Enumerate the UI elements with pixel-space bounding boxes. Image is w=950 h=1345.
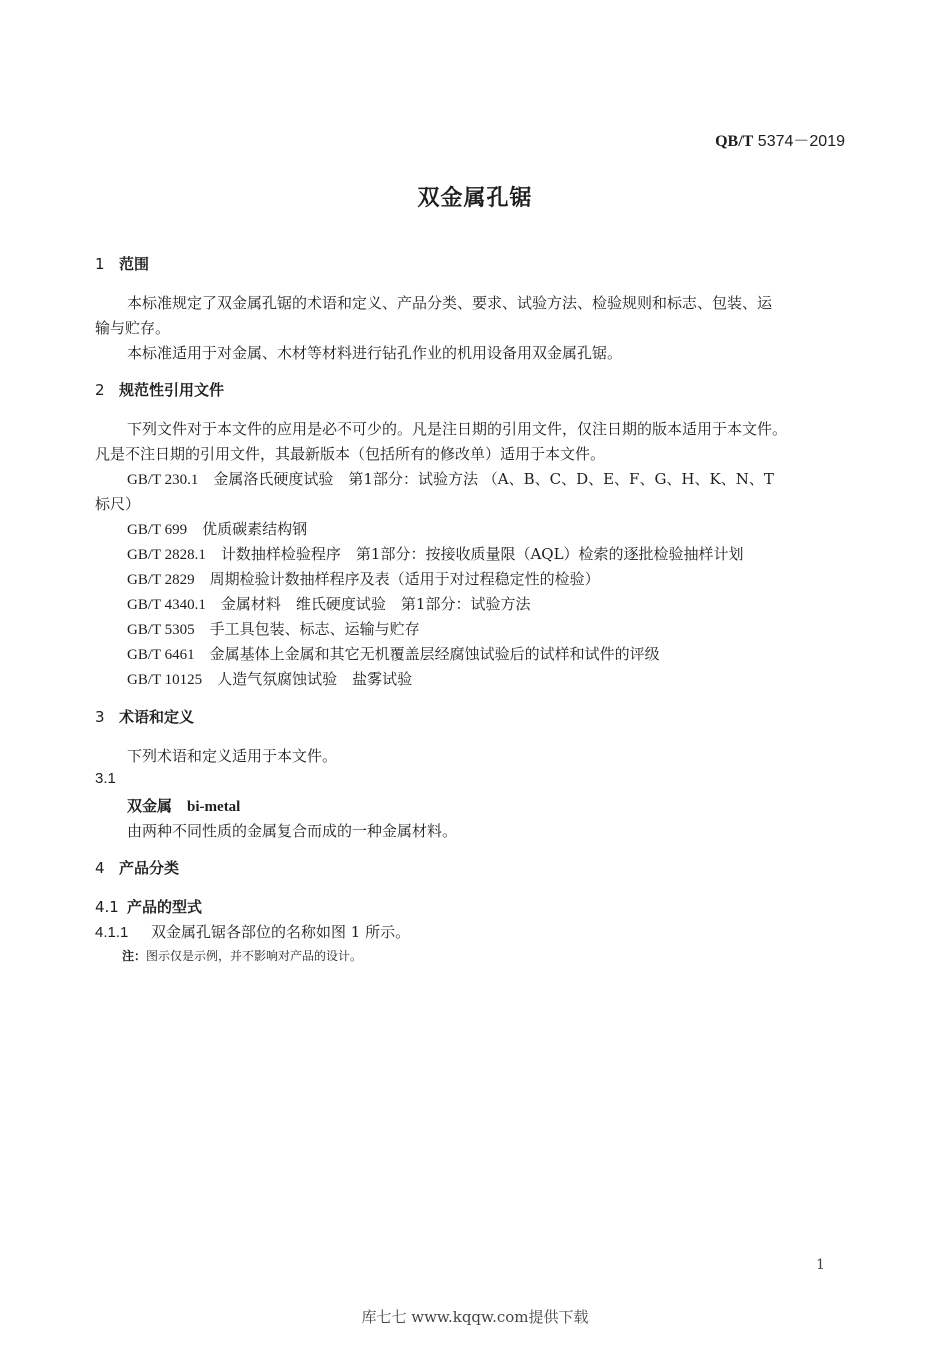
subsection-4-1-heading: 4.1 产品的型式 (95, 898, 203, 916)
section-1-paragraph-1-line-1: 本标准规定了双金属孔锯的术语和定义、产品分类、要求、试验方法、检验规则和标志、包装、运 (127, 294, 773, 312)
section-2-intro-line-1: 下列文件对于本文件的应用是必不可少的。凡是注日期的引用文件，仅注日期的版本适用于本文件。 (127, 420, 788, 438)
standard-code: QB/T 5374－2019 (715, 133, 845, 150)
page-title: 双金属孔锯 (417, 186, 533, 211)
section-3-intro: 下列术语和定义适用于本文件。 (127, 747, 338, 765)
term-title: 双金属 bi-metal (127, 797, 241, 815)
section-2-heading: 2 规范性引用文件 (95, 381, 225, 399)
section-1-paragraph-1-line-2: 输与贮存。 (95, 319, 171, 337)
section-1-paragraph-2: 本标准适用于对金属、木材等材料进行钻孔作业的机用设备用双金属孔锯。 (127, 344, 623, 362)
term-definition: 由两种不同性质的金属复合而成的一种金属材料。 (127, 822, 458, 840)
reference-item: GB/T 2828.1 计数抽样检验程序 第1部分：按接收质量限（AQL）检索的逐批检验抽样计划 (127, 545, 744, 563)
reference-item: GB/T 230.1 金属洛氏硬度试验 第1部分：试验方法 （A、B、C、D、E、F、G、H、K、N、T (127, 470, 774, 488)
section-2-intro-line-2: 凡是不注日期的引用文件，其最新版本（包括所有的修改单）适用于本文件。 (95, 445, 606, 463)
reference-item: GB/T 4340.1 金属材料 维氏硬度试验 第1部分：试验方法 (127, 595, 531, 613)
page-number: 1 (816, 1257, 825, 1273)
item-4-1-1: 4.1.1 双金属孔锯各部位的名称如图 1 所示。 (95, 923, 411, 941)
section-3-heading: 3 术语和定义 (95, 708, 195, 726)
reference-item: GB/T 10125 人造气氛腐蚀试验 盐雾试验 (127, 670, 413, 688)
footer-watermark: 库七七 www.kqqw.com提供下载 (361, 1308, 589, 1326)
term-number: 3.1 (95, 770, 116, 787)
section-1-heading: 1 范围 (95, 255, 150, 273)
note: 注：图示仅是示例，并不影响对产品的设计。 (122, 949, 363, 963)
reference-item: GB/T 699 优质碳素结构钢 (127, 520, 308, 538)
reference-item: GB/T 5305 手工具包装、标志、运输与贮存 (127, 620, 420, 638)
reference-item: GB/T 2829 周期检验计数抽样程序及表（适用于对过程稳定性的检验） (127, 570, 600, 588)
reference-item-continuation: 标尺） (95, 495, 141, 513)
section-4-heading: 4 产品分类 (95, 859, 180, 877)
reference-item: GB/T 6461 金属基体上金属和其它无机覆盖层经腐蚀试验后的试样和试件的评级 (127, 645, 660, 663)
